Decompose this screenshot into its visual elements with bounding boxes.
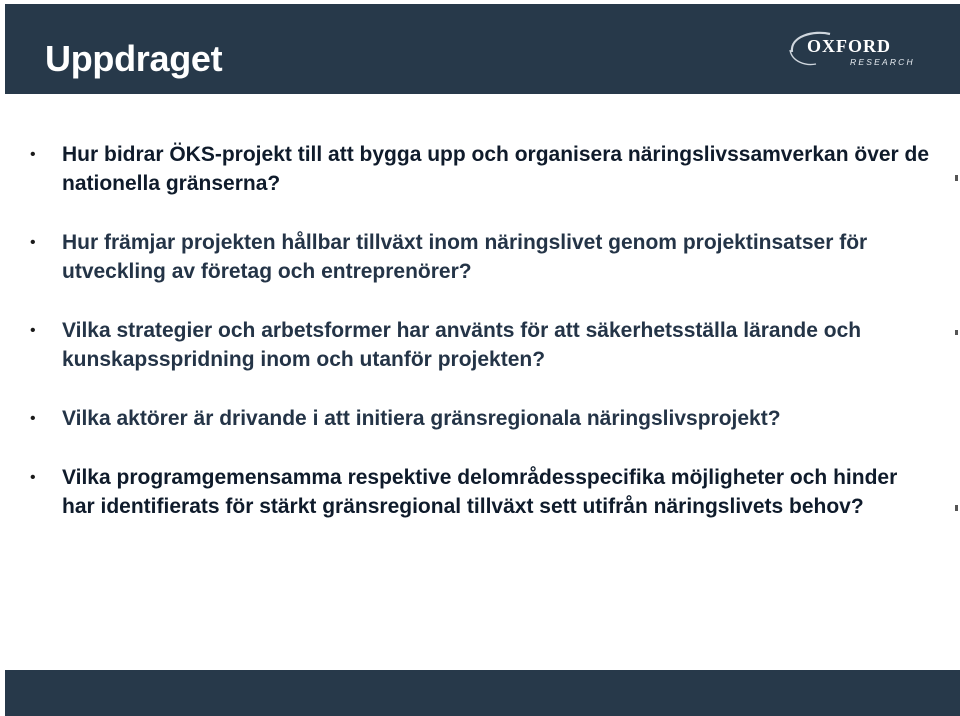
- footer-bar: [5, 670, 960, 716]
- bullet-item: [30, 316, 930, 374]
- bullet-item: [30, 228, 930, 286]
- logo-subtext: RESEARCH: [850, 57, 915, 67]
- edge-artifact: [955, 175, 958, 181]
- bullet-text: Hur bidrar ÖKS-projekt till att bygga upp och organisera näringslivssamverkan över de nationella gränserna?: [62, 143, 930, 195]
- bullet-list: [30, 140, 930, 551]
- bullet-text: Vilka programgemensamma respektive delområdesspecifika möjligheter och hinder har identifierats för stärkt gränsregional tillväxt sett utifrån näringslivets behov?: [62, 466, 898, 518]
- slide-title: Uppdraget: [45, 38, 223, 79]
- bullet-text: Vilka strategier och arbetsformer har använts för att säkerhetsställa lärande och kunskapsspridning inom och utanför projekten?: [62, 319, 862, 371]
- bullet-item: [30, 463, 930, 521]
- bullet-text: Hur främjar projekten hållbar tillväxt inom näringslivet genom projektinsatser för utveckling av företag och entreprenörer?: [62, 231, 868, 283]
- bullet-dot: •: [30, 322, 36, 339]
- bullet-dot: •: [30, 234, 36, 251]
- bullet-dot: •: [30, 146, 36, 163]
- bullet-item: [30, 404, 930, 433]
- bullet-item: [30, 140, 930, 198]
- edge-artifact: [955, 505, 958, 511]
- logo-wordmark: OXFORD: [807, 36, 891, 56]
- edge-artifact: [955, 330, 958, 335]
- bullet-text: Vilka aktörer är drivande i att initiera gränsregionala näringslivsprojekt?: [62, 407, 781, 430]
- oxford-research-logo: [786, 28, 921, 70]
- bullet-dot: •: [30, 469, 36, 486]
- bullet-dot: •: [30, 410, 36, 427]
